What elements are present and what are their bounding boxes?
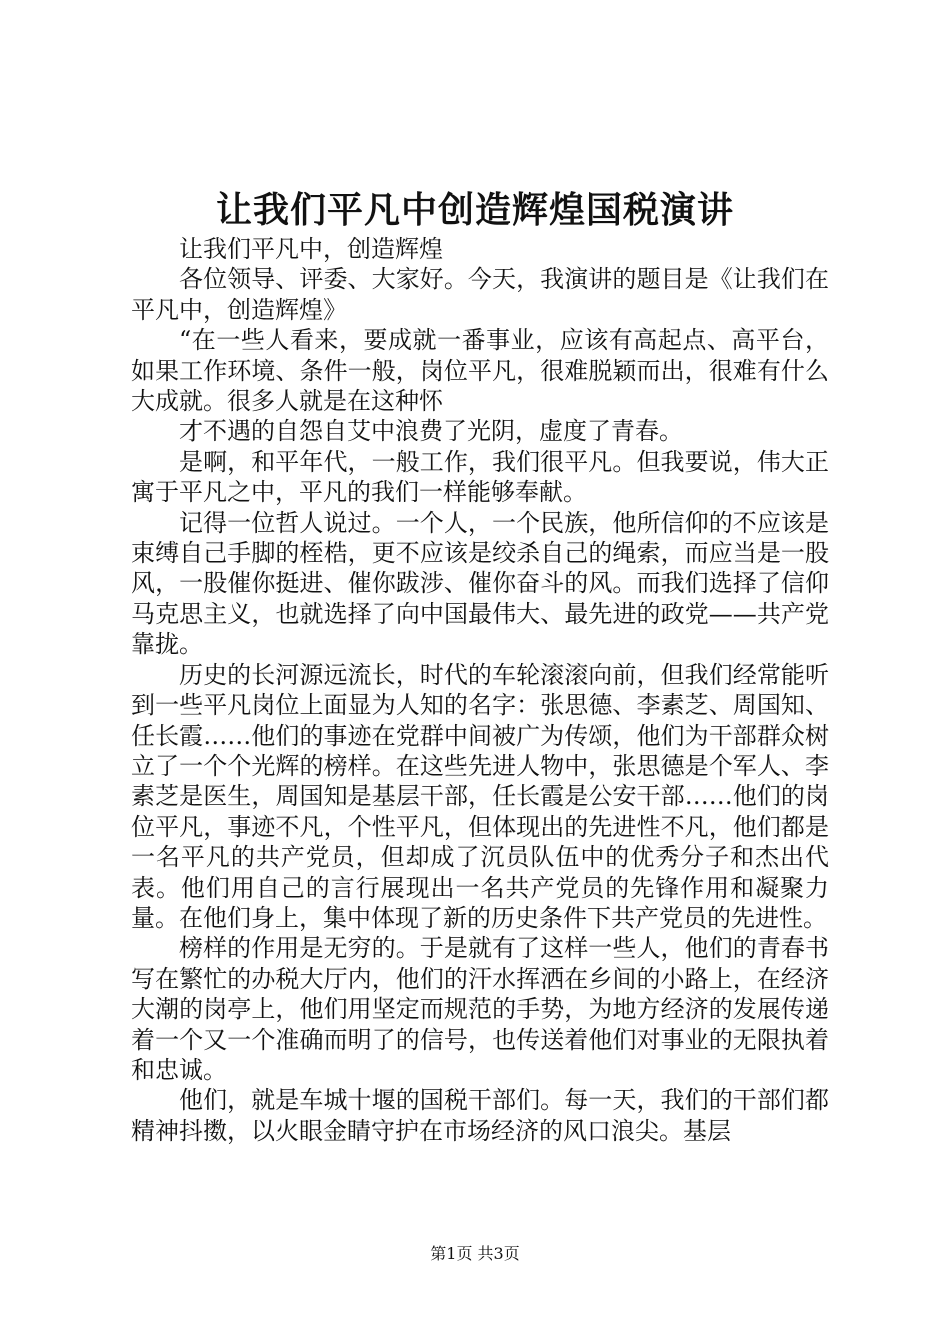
paragraph: 是啊，和平年代，一般工作，我们很平凡。但我要说，伟大正寓于平凡之中，平凡的我们一样能够奉献。 bbox=[131, 447, 829, 507]
paragraph: 各位领导、评委、大家好。今天，我演讲的题目是《让我们在平凡中，创造辉煌》 bbox=[131, 265, 829, 324]
page-footer: 第1页 共3页 bbox=[430, 1244, 520, 1263]
paragraph: 让我们平凡中，创造辉煌 bbox=[179, 235, 443, 263]
document-body bbox=[131, 234, 829, 1146]
document-title: 让我们平凡中创造辉煌国税演讲 bbox=[215, 189, 734, 231]
paragraph: “在一些人看来，要成就一番事业，应该有高起点、高平台，如果工作环境、条件一般，岗位平凡，很难脱颖而出，很难有什么大成就。很多人就是在这种怀 bbox=[131, 326, 829, 416]
paragraph: 他们，就是车城十堰的国税干部们。每一天，我们的干部们都精神抖擞，以火眼金睛守护在市场经济的风口浪尖。基层 bbox=[131, 1086, 829, 1145]
paragraph: 记得一位哲人说过。一个人，一个民族，他所信仰的不应该是束缚自己手脚的桎梏，更不应该是绞杀自己的绳索，而应当是一股风，一股催你挺进、催你跋涉、催你奋斗的风。而我们选择了信仰马克思主义，也就选择了向中国最伟大、最先进的政党——共产党靠拢。 bbox=[131, 508, 829, 659]
paragraph: 榜样的作用是无穷的。于是就有了这样一些人，他们的青春书写在繁忙的办税大厅内，他们的汗水挥洒在乡间的小路上，在经济大潮的岗亭上，他们用坚定而规范的手势，为地方经济的发展传递着一个又一个准确而明了的信号，也传送着他们对事业的无限执着和忠诚。 bbox=[131, 934, 829, 1084]
paragraph: 才不遇的自怨自艾中浪费了光阴，虚度了青春。 bbox=[179, 417, 683, 446]
paragraph: 历史的长河源远流长，时代的车轮滚滚向前，但我们经常能听到一些平凡岗位上面显为人知的名字：张思德、李素芝、周国知、任长霞……他们的事迹在党群中间被广为传颂，他们为干部群众树立了一个个光辉的榜样。在这些先进人物中，张思德是个军人、李素芝是医生，周国知是基层干部，任长霞是公安干部……他们的岗位平凡，事迹不凡，个性平凡，但体现出的先进性不凡，他们都是一名平凡的共产党员，但却成了沉员队伍中的优秀分子和杰出代表。他们用自己的言行展现出一名共产党员的先锋作用和凝聚力量。在他们身上，集中体现了新的历史条件下共产党员的先进性。 bbox=[131, 660, 829, 932]
